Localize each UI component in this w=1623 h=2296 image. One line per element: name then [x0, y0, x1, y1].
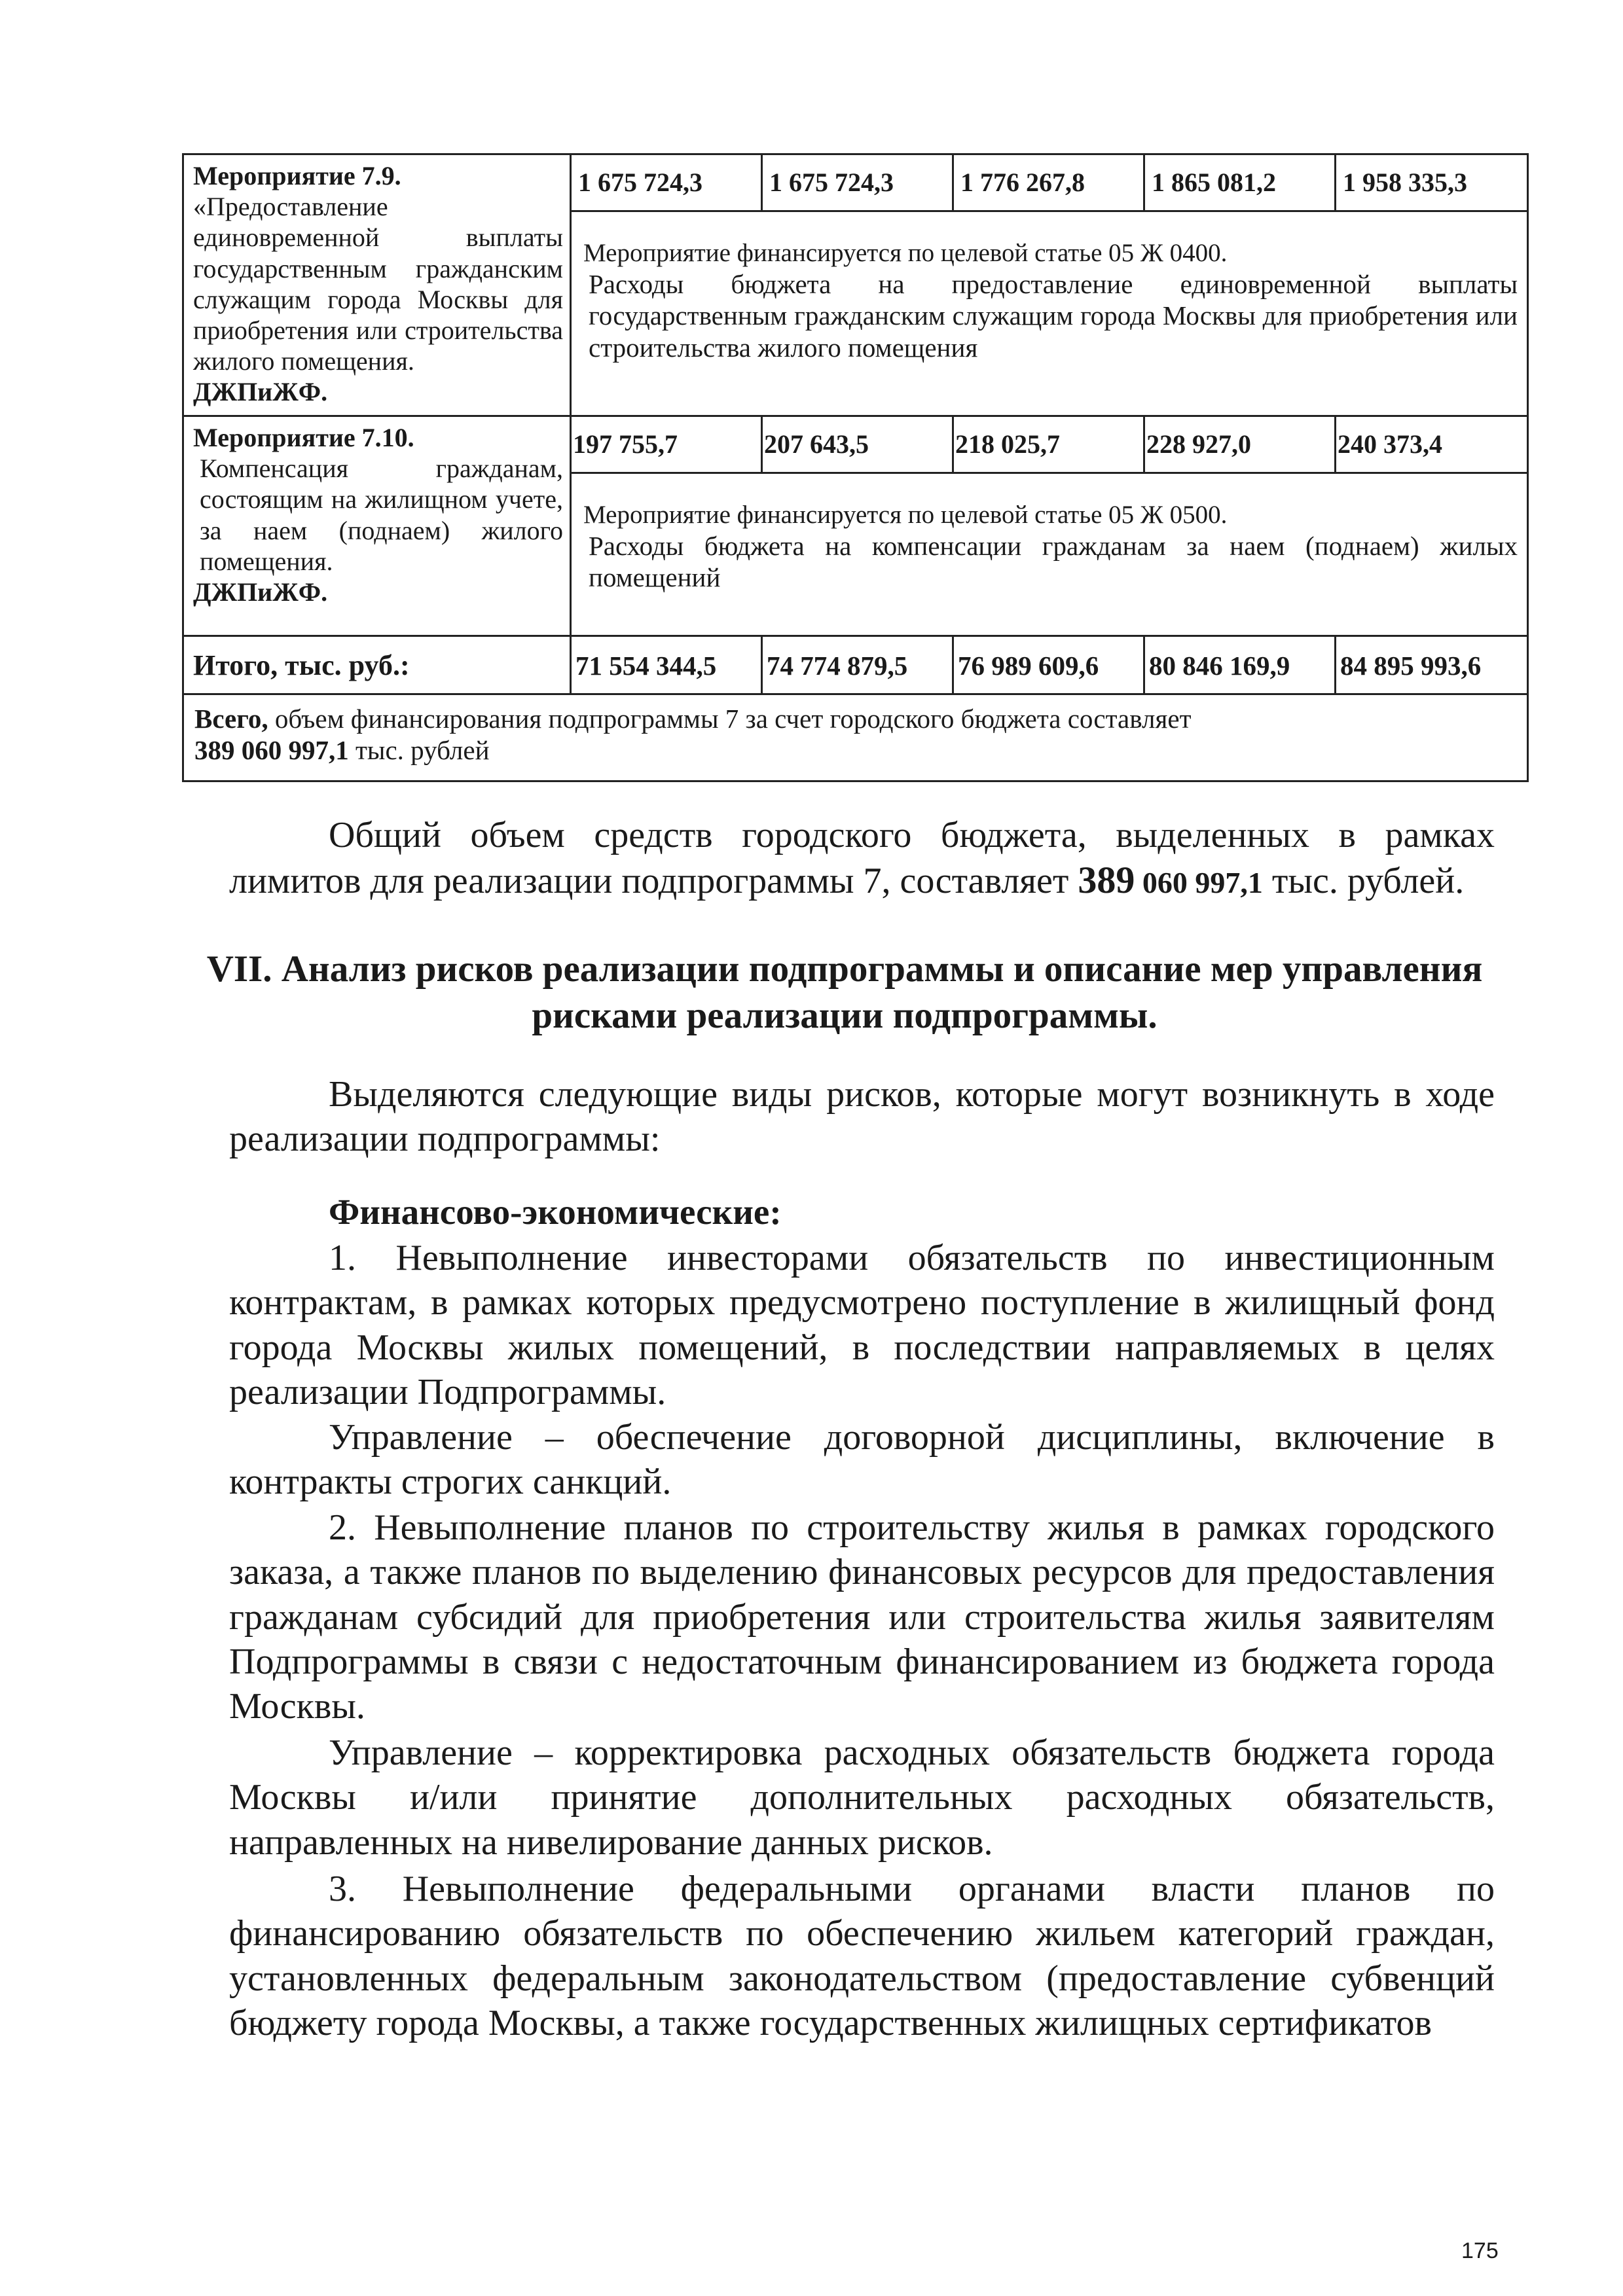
value-cell: 1 776 267,8 [953, 154, 1144, 211]
summary-lead: Всего, [194, 704, 268, 734]
activity-org: ДЖПиЖФ. [193, 577, 328, 607]
table-row-summary [183, 694, 1528, 781]
value-cell: 207 643,5 [762, 416, 953, 473]
intro-paragraph [229, 813, 1495, 904]
summary-text: объем финансирования подпрограммы 7 за счет городского бюджета составляет [268, 704, 1192, 734]
subheading: Финансово-экономические: [329, 1192, 782, 1232]
total-label: Итого, тыс. руб.: [183, 636, 571, 694]
value-cell: 1 675 724,3 [571, 154, 762, 211]
description-code: Мероприятие финансируется по целевой статье 05 Ж 0400. [583, 239, 1228, 267]
value-cell: 1 675 724,3 [762, 154, 953, 211]
description-code: Мероприятие финансируется по целевой статье 05 Ж 0500. [583, 501, 1228, 529]
activity-heading: Мероприятие 7.10. [193, 423, 414, 452]
table-row-total [183, 636, 1528, 694]
paragraph: 3. Невыполнение федеральными органами власти планов по финансированию обязательств по обеспечению жильем категорий граждан, установленных федеральным законодательством (предоставление субвенций бюджету города Москвы, а также государственных жилищных сертификатов [229, 1869, 1495, 2043]
intro-amount-minor: 060 997,1 [1135, 866, 1263, 900]
total-value: 76 989 609,6 [953, 636, 1144, 694]
total-value: 80 846 169,9 [1144, 636, 1336, 694]
total-value: 74 774 879,5 [762, 636, 953, 694]
page-number: 175 [1461, 2238, 1499, 2263]
value-cell: 228 927,0 [1144, 416, 1336, 473]
section-heading: VII. Анализ рисков реализации подпрограммы и описание мер управления рисками реализации подпрограммы. [206, 948, 1483, 1037]
intro-amount-major: 389 [1078, 859, 1135, 902]
description-body: Расходы бюджета на предоставление единовременной выплаты государственным гражданским служащим города Москвы для приобретения или строительства жилого помещения [589, 269, 1518, 363]
paragraph: Управление – обеспечение договорной дисциплины, включение в контракты строгих санкций. [229, 1417, 1495, 1503]
paragraph: 2. Невыполнение планов по строительству жилья в рамках городского заказа, а также планов по выделению финансовых ресурсов для предоставления гражданам субсидий для приобретения или строительства жилья заявителям Подпрограммы в связи с недостаточным финансированием из бюджета города Москвы. [229, 1507, 1495, 1727]
summary-amount: 389 060 997,1 [194, 735, 349, 766]
activity-text: Компенсация гражданам, состоящим на жилищном учете, за наем (поднаем) жилого помещения. [200, 454, 563, 576]
value-cell: 1 865 081,2 [1144, 154, 1336, 211]
total-value: 84 895 993,6 [1336, 636, 1528, 694]
value-cell: 197 755,7 [571, 416, 762, 473]
table-row [183, 154, 1528, 211]
description-cell [571, 211, 1528, 416]
activity-org: ДЖПиЖФ. [193, 377, 328, 407]
financing-table [182, 153, 1529, 782]
total-value: 71 554 344,5 [571, 636, 762, 694]
value-cell: 1 958 335,3 [1336, 154, 1528, 211]
table-row [183, 416, 1528, 473]
paragraph: 1. Невыполнение инвесторами обязательств по инвестиционным контрактам, в рамках которых предусмотрено поступление в жилищный фонд города Москвы жилых помещений, в последствии направляемых в целях реализации Подпрограммы. [229, 1238, 1495, 1412]
description-body: Расходы бюджета на компенсации гражданам за наем (поднаем) жилых помещений [589, 531, 1518, 593]
activity-heading: Мероприятие 7.9. [193, 161, 401, 190]
activity-text: «Предоставление единовременной выплаты государственным гражданским служащим города Москвы для приобретения или строительства жилого помещения. [193, 192, 563, 376]
activity-cell [183, 416, 571, 636]
activity-cell [183, 154, 571, 416]
paragraph: Выделяются следующие виды рисков, которые могут возникнуть в ходе реализации подпрограммы: [229, 1074, 1495, 1160]
summary-cell [183, 694, 1528, 781]
intro-amount [1078, 859, 1263, 901]
value-cell: 218 025,7 [953, 416, 1144, 473]
value-cell: 240 373,4 [1336, 416, 1528, 473]
paragraph: Управление – корректировка расходных обязательств бюджета города Москвы и/или принятие дополнительных расходных обязательств, направленных на нивелирование данных рисков. [229, 1732, 1495, 1863]
summary-unit: тыс. рублей [348, 735, 490, 766]
intro-text: Общий объем средств городского бюджета, выделенных в рамках лимитов для реализации подпрограммы 7, составляет [229, 815, 1495, 902]
description-cell [571, 473, 1528, 636]
intro-unit: тыс. рублей. [1262, 861, 1465, 902]
